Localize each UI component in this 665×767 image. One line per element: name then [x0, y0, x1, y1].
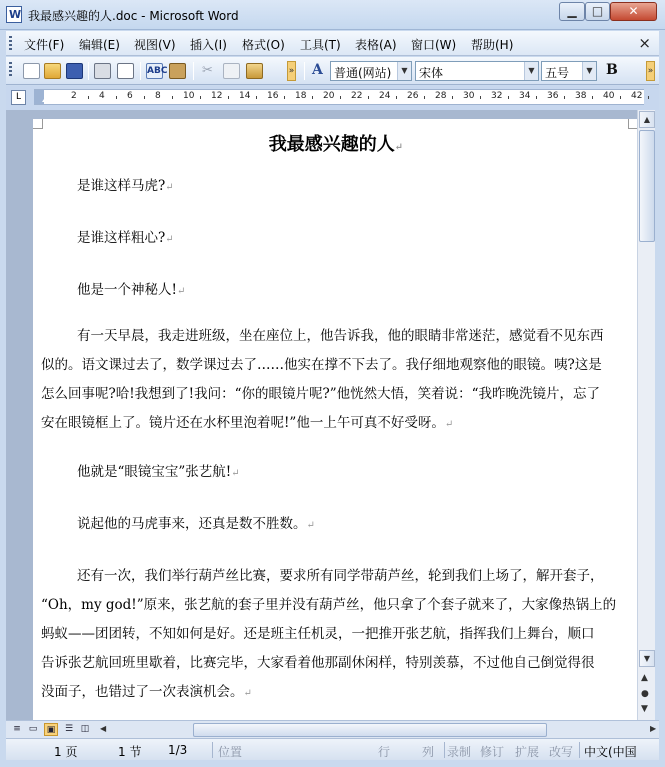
minimize-button[interactable]: [559, 2, 585, 21]
horizontal-scroll-thumb[interactable]: [193, 723, 547, 737]
ruler-number: 4: [99, 91, 105, 101]
tab-stop-selector[interactable]: L: [11, 90, 26, 105]
vertical-scroll-thumb[interactable]: [639, 130, 655, 242]
ruler-tick: [228, 96, 229, 99]
paragraph-line: 他是一个神秘人!↵: [77, 282, 186, 298]
status-record[interactable]: 录制: [447, 745, 472, 759]
document-paragraph[interactable]: [41, 172, 629, 202]
previous-page-icon[interactable]: ▲: [641, 673, 648, 683]
minimize-icon: ▁: [567, 4, 577, 18]
first-line-indent-marker[interactable]: [42, 96, 50, 102]
ruler-number: 22: [351, 91, 363, 101]
page-corner-mark: [628, 119, 637, 129]
ruler-tick: [564, 96, 565, 99]
paragraph-line: 蚂蚁——团团转，不知如何是好。还是班主任机灵，一把推开张艺航，指挥我们上舞台，顺口: [41, 626, 595, 642]
ruler-number: 32: [491, 91, 503, 101]
ruler-tick: [284, 96, 285, 99]
formatting-toolbar: [6, 57, 659, 85]
ruler-number: 34: [519, 91, 531, 101]
maximize-button[interactable]: [585, 2, 610, 21]
document-area: [6, 110, 637, 720]
chevron-down-icon[interactable]: ▼: [582, 62, 596, 80]
paragraph-mark: ↵: [394, 142, 404, 153]
close-icon: ✕: [628, 4, 639, 18]
ruler-number: 36: [547, 91, 559, 101]
ruler-tick: [144, 96, 145, 99]
paragraph-mark: ↵: [231, 468, 240, 479]
status-divider: [579, 742, 580, 758]
menu-tools[interactable]: 工具(T): [300, 38, 341, 52]
ruler-number: 20: [323, 91, 335, 101]
ruler-tick: [368, 96, 369, 99]
ruler-number: 30: [463, 91, 475, 101]
new-document-icon[interactable]: [23, 63, 40, 79]
ruler-number: 12: [211, 91, 223, 101]
status-divider: [444, 742, 445, 758]
menu-grip-handle[interactable]: [9, 36, 12, 50]
ruler-number: 18: [295, 91, 307, 101]
next-page-icon[interactable]: ▼: [641, 704, 648, 714]
ruler-tick: [536, 96, 537, 99]
status-bar: [6, 738, 659, 760]
paragraph-line: 他就是“眼镜宝宝”张艺航!↵: [77, 464, 240, 480]
ruler-number: 8: [155, 91, 161, 101]
document-paragraph[interactable]: [41, 276, 629, 306]
maximize-icon: □: [591, 4, 604, 18]
toolbar-overflow-chevron[interactable]: »: [646, 61, 655, 81]
paragraph-line: 是谁这样马虎?↵: [77, 178, 174, 194]
save-icon[interactable]: [66, 63, 83, 79]
styles-formatting-icon[interactable]: A: [312, 62, 323, 78]
horizontal-ruler[interactable]: [34, 89, 644, 105]
paragraph-line: 怎么回事呢?哈!我想到了!我问：“你的眼镜片呢?”他恍然大悟，笑着说：“我昨晚洗镜片，忘了: [41, 386, 601, 402]
status-column: 列: [422, 745, 435, 759]
font-select-value: 宋体: [419, 66, 444, 80]
ruler-number: 24: [379, 91, 391, 101]
select-browse-object-icon[interactable]: ●: [641, 689, 649, 699]
ruler-number: 16: [267, 91, 279, 101]
status-page-of: 1/3: [168, 743, 188, 757]
document-title: [33, 130, 637, 156]
scroll-up-button[interactable]: ▲: [639, 111, 655, 128]
vertical-scrollbar[interactable]: [637, 110, 655, 720]
print-icon[interactable]: [94, 63, 111, 79]
ruler-tick: [452, 96, 453, 99]
toolbar-grip-handle[interactable]: [9, 62, 12, 76]
ruler-tick: [116, 96, 117, 99]
paragraph-line: 还有一次，我们举行葫芦丝比赛，要求所有同学带葫芦丝，轮到我们上场了，解开套子，: [77, 568, 604, 584]
paragraph-line: “Oh，my god!”原来，张艺航的套子里并没有葫芦丝，他只拿了个套子就来了，大家像热锅上的: [41, 597, 617, 613]
toolbar-divider: [140, 62, 141, 80]
document-page[interactable]: [33, 119, 637, 720]
ruler-tick: [424, 96, 425, 99]
ruler-number: 6: [127, 91, 133, 101]
document-paragraph[interactable]: [41, 224, 629, 254]
ruler-number: 38: [575, 91, 587, 101]
document-paragraph[interactable]: [41, 562, 629, 708]
ruler-tick: [200, 96, 201, 99]
chevron-down-icon[interactable]: ▼: [524, 62, 538, 80]
status-section: 1 节: [118, 745, 142, 759]
paragraph-mark: ↵: [243, 688, 252, 699]
paragraph-line: 是谁这样粗心?↵: [77, 230, 174, 246]
status-position: 位置: [218, 745, 243, 759]
menu-view[interactable]: 视图(V): [134, 38, 176, 52]
ruler-tick: [340, 96, 341, 99]
style-select-value: 普通(网站): [334, 66, 392, 80]
ruler-tick: [172, 96, 173, 99]
web-layout-view-icon[interactable]: ▭: [28, 724, 38, 734]
close-window-button[interactable]: [610, 2, 657, 21]
ruler-number: 10: [183, 91, 195, 101]
print-layout-view-icon[interactable]: ▣: [44, 723, 58, 736]
open-folder-icon[interactable]: [44, 63, 61, 79]
scroll-right-icon[interactable]: ▶: [650, 724, 657, 733]
document-paragraph[interactable]: [41, 322, 629, 439]
paragraph-mark: ↵: [306, 520, 315, 531]
word-document-icon[interactable]: [6, 6, 22, 23]
ruler-tick: [648, 96, 649, 99]
copy-icon[interactable]: [223, 63, 240, 79]
status-track-changes[interactable]: 修订: [480, 745, 505, 759]
title-bar: [0, 0, 665, 30]
document-title-text: 我最感兴趣的人: [268, 134, 395, 155]
scroll-down-button[interactable]: ▼: [639, 650, 655, 667]
menu-insert[interactable]: 插入(I): [190, 38, 227, 52]
paragraph-mark: ↵: [165, 182, 174, 193]
ruler-tick: [88, 96, 89, 99]
document-paragraph[interactable]: [41, 510, 629, 540]
menu-window[interactable]: 窗口(W): [411, 38, 457, 52]
paragraph-mark: ↵: [165, 234, 174, 245]
menu-format[interactable]: 格式(O): [242, 38, 285, 52]
chevron-down-icon[interactable]: ▼: [397, 62, 411, 80]
ruler-tick: [480, 96, 481, 99]
ruler-number: 2: [71, 91, 77, 101]
horizontal-scroll-row: [6, 720, 659, 738]
menu-edit[interactable]: 编辑(E): [79, 38, 120, 52]
ruler-number: 28: [435, 91, 447, 101]
paragraph-mark: ↵: [444, 419, 454, 430]
status-line: 行: [378, 745, 391, 759]
ruler-number: 14: [239, 91, 251, 101]
menu-bar: [6, 31, 659, 56]
page-corner-mark: [33, 119, 43, 129]
menu-file[interactable]: 文件(F): [24, 38, 65, 52]
paragraph-line: 有一天早晨，我走进班级，坐在座位上，他告诉我，他的眼睛非常迷茫，感觉看不见东西: [77, 328, 604, 344]
window-title: 我最感兴趣的人.doc - Microsoft Word: [28, 9, 239, 23]
cut-icon[interactable]: ✂: [202, 63, 213, 78]
ruler-tick: [592, 96, 593, 99]
ruler-number: 26: [407, 91, 419, 101]
font-size-select[interactable]: [541, 61, 597, 81]
toolbar-overflow-chevron[interactable]: »: [287, 61, 296, 81]
menu-table[interactable]: 表格(A): [355, 38, 397, 52]
status-overtype[interactable]: 改写: [549, 745, 574, 759]
status-page: 1 页: [54, 745, 78, 759]
status-extend[interactable]: 扩展: [515, 745, 540, 759]
ruler-tick: [620, 96, 621, 99]
document-paragraph[interactable]: [41, 458, 629, 488]
close-document-icon[interactable]: ×: [638, 34, 651, 52]
ruler-tick: [396, 96, 397, 99]
toolbar-divider: [193, 62, 194, 80]
ruler-tick: [312, 96, 313, 99]
ruler-tick: [256, 96, 257, 99]
normal-view-icon[interactable]: ≡: [13, 724, 21, 734]
spelling-check-icon[interactable]: ABC: [146, 63, 163, 79]
font-select[interactable]: [415, 61, 539, 81]
menu-help[interactable]: 帮助(H): [471, 38, 514, 52]
ruler-number: 40: [603, 91, 615, 101]
paragraph-line: 没面子，也错过了一次表演机会。↵: [41, 684, 252, 700]
ruler-area: [6, 86, 659, 110]
ruler-tick: [508, 96, 509, 99]
paragraph-line: 安在眼镜框上了。镜片还在水杯里泡着呢!”他一上午可真不好受呀。↵: [41, 415, 454, 431]
status-divider: [212, 742, 213, 758]
paste-icon[interactable]: [246, 63, 263, 79]
scroll-left-icon[interactable]: ◀: [100, 724, 107, 733]
font-size-value: 五号: [545, 66, 570, 80]
ruler-number: 42: [631, 91, 643, 101]
paragraph-line: 告诉张艺航回班里歇着，比赛完毕，大家看着他那副休闲样，特别羡慕，不过他自己倒觉得很: [41, 655, 595, 671]
reading-layout-view-icon[interactable]: ◫: [80, 724, 90, 734]
print-preview-icon[interactable]: [117, 63, 134, 79]
toolbar-divider: [304, 62, 305, 80]
research-icon[interactable]: [169, 63, 186, 79]
paragraph-line: 说起他的马虎事来，还真是数不胜数。↵: [77, 516, 315, 532]
bold-button[interactable]: B: [606, 62, 618, 78]
style-select[interactable]: [330, 61, 412, 81]
paragraph-line: 似的。语文课过去了，数学课过去了……他实在撑不下去了。我仔细地观察他的眼镜。咦?这是: [41, 357, 602, 373]
paragraph-mark: ↵: [176, 286, 186, 297]
toolbar-divider: [88, 62, 89, 80]
outline-view-icon[interactable]: ☰: [64, 724, 74, 734]
status-language: 中文(中国: [584, 745, 637, 759]
